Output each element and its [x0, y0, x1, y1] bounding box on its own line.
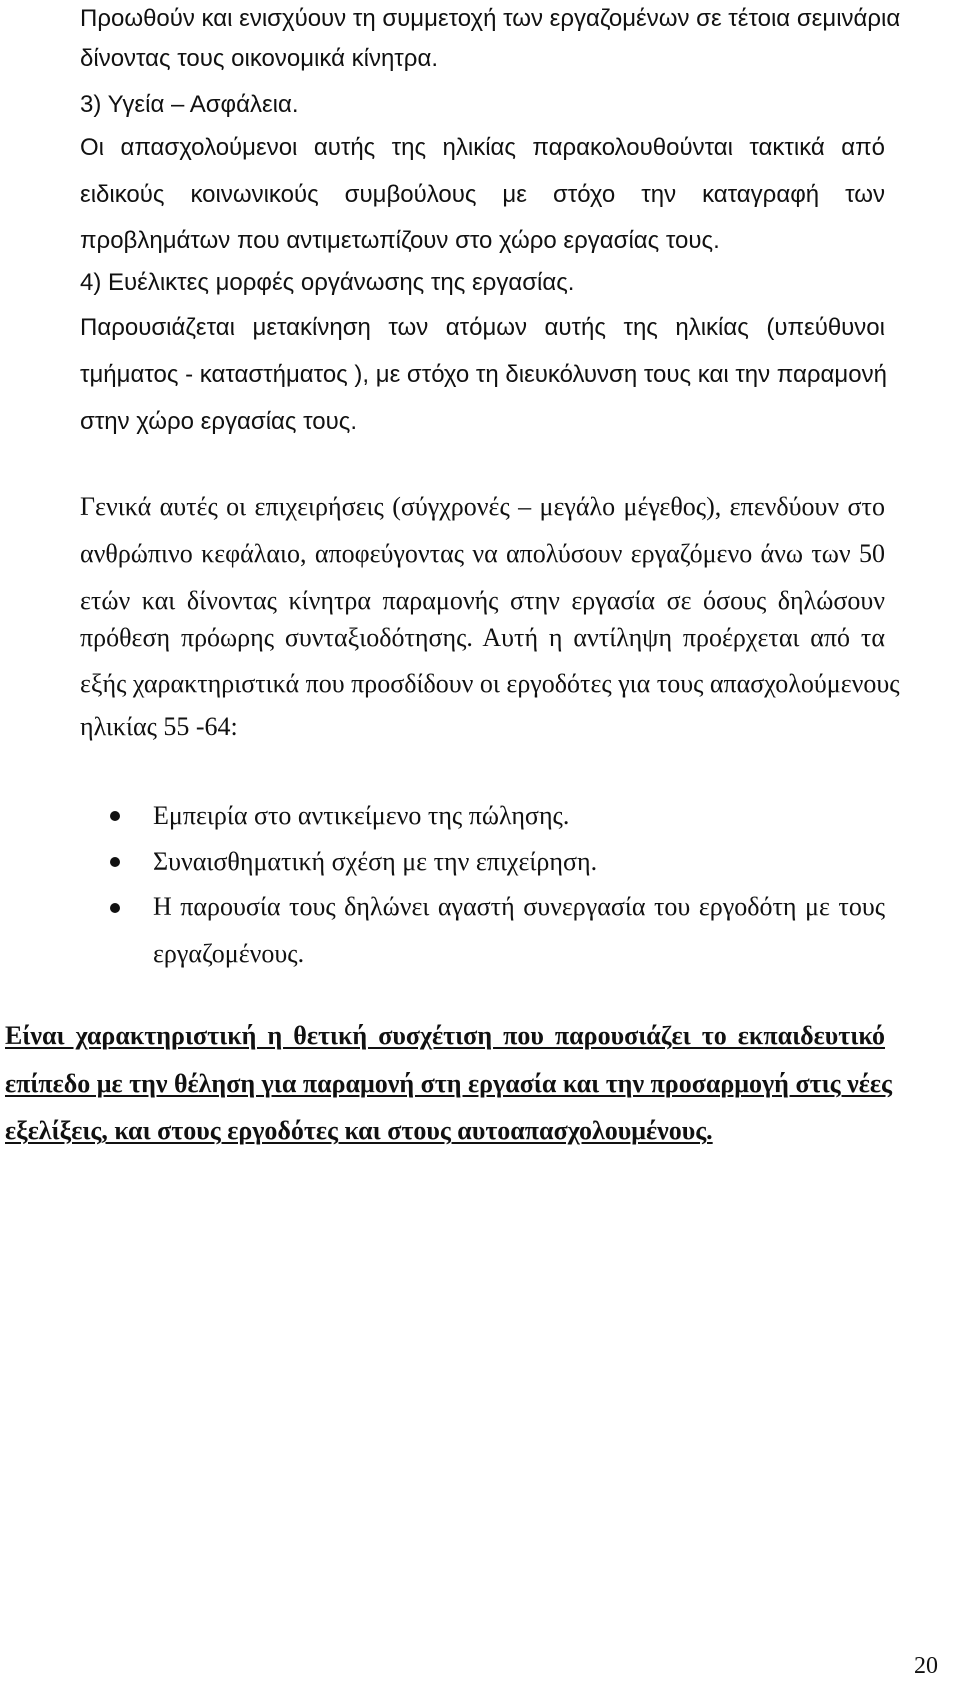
- bullet-item-experience: Εμπειρία στο αντικείμενο της πώλησης.: [153, 801, 570, 830]
- paragraph-flexible-line: τμήματος - καταστήματος ), με στόχο τη διευκόλυνση τους και την παραμονή: [80, 361, 887, 388]
- conclusion-line: εξελίξεις, και στους εργοδότες και στους αυτοαπασχολουμένους.: [5, 1116, 713, 1145]
- bullet-icon: [110, 903, 120, 913]
- bullet-icon: [110, 857, 120, 867]
- paragraph-flexible-line: Παρουσιάζεται μετακίνηση των ατόμων αυτής της ηλικίας (υπεύθυνοι: [80, 314, 885, 341]
- paragraph-general-line: πρόθεση πρόωρης συνταξιοδότησης. Αυτή η αντίληψη προέρχεται από τα: [80, 623, 885, 652]
- paragraph-general-line: ηλικίας 55 -64:: [80, 712, 238, 741]
- paragraph-seminars-line: Προωθούν και ενισχύουν τη συμμετοχή των εργαζομένων σε τέτοια σεμινάρια: [80, 5, 901, 32]
- heading-flexible-work: 4) Ευέλικτες μορφές οργάνωσης της εργασίας.: [80, 269, 575, 296]
- heading-health-safety: 3) Υγεία – Ασφάλεια.: [80, 91, 299, 118]
- paragraph-health-line: Οι απασχολούμενοι αυτής της ηλικίας παρακολουθούνται τακτικά από: [80, 134, 885, 161]
- conclusion-line: επίπεδο με την θέληση για παραμονή στη εργασία και την προσαρμογή στις νέες: [5, 1069, 892, 1098]
- paragraph-general-line: ανθρώπινο κεφάλαιο, αποφεύγοντας να απολύσουν εργαζόμενο άνω των 50: [80, 539, 885, 568]
- paragraph-general-line: Γενικά αυτές οι επιχειρήσεις (σύγχρονές – μεγάλο μέγεθος), επενδύουν στο: [80, 492, 885, 521]
- paragraph-flexible-line: στην χώρο εργασίας τους.: [80, 408, 357, 435]
- paragraph-health-line: προβλημάτων που αντιμετωπίζουν στο χώρο εργασίας τους.: [80, 227, 720, 254]
- paragraph-general-line: εξής χαρακτηριστικά που προσδίδουν οι εργοδότες για τους απασχολούμενους: [80, 669, 900, 698]
- paragraph-health-line: ειδικούς κοινωνικούς συμβούλους με στόχο την καταγραφή των: [80, 181, 885, 208]
- paragraph-seminars-line: δίνοντας τους οικονομικά κίνητρα.: [80, 45, 438, 72]
- bullet-item-relationship: Συναισθηματική σχέση με την επιχείρηση.: [153, 847, 598, 876]
- paragraph-general-line: ετών και δίνοντας κίνητρα παραμονής στην εργασία σε όσους δηλώσουν: [80, 586, 885, 615]
- bullet-icon: [110, 811, 120, 821]
- conclusion-line: Είναι χαρακτηριστική η θετική συσχέτιση που παρουσιάζει το εκπαιδευτικό: [5, 1021, 885, 1050]
- page-number: 20: [914, 1653, 938, 1679]
- bullet-item-cooperation-cont: εργαζομένους.: [153, 939, 305, 968]
- bullet-item-cooperation: Η παρουσία τους δηλώνει αγαστή συνεργασία του εργοδότη με τους: [153, 892, 885, 921]
